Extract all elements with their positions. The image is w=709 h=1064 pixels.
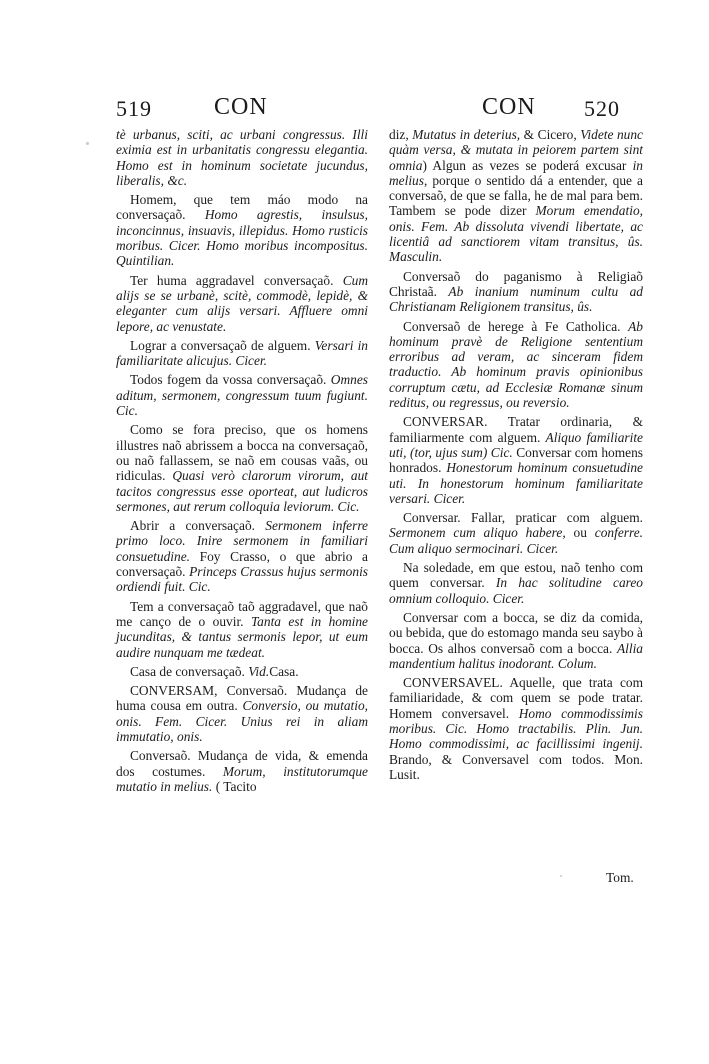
latin-text: Sermonem cum aliquo habere, [389, 525, 566, 541]
left-text-column [116, 127, 368, 798]
latin-text: Honestorum hominum consuetudine uti. In honestorum hominum familiaritate versari. Cicer. [389, 460, 643, 506]
page-header [116, 94, 620, 124]
latin-text: Versari in familiaritate alicujus. Cicer. [116, 337, 368, 369]
portuguese-text: ) Algun as vezes se poderá excusar [422, 157, 633, 173]
latin-text: Tanta est in homine jucunditas, & tantus sermonis lepor, ut eum audire nunquam me tædeat. [116, 613, 369, 660]
portuguese-text: Homem, que tem máo modo na conversaçaõ. [116, 192, 368, 223]
paragraph [389, 560, 643, 606]
portuguese-text: ( Tacito [212, 778, 257, 794]
paragraph [389, 319, 643, 411]
latin-text: Videte nunc quàm versa, & mutata in peiorem partem sint omnia [389, 127, 643, 173]
latin-text: Morum, institutorumque mutatio in melius. [116, 763, 368, 794]
paragraph [116, 518, 368, 594]
latin-text: Cum alijs se se urbanè, scitè, commodè, lepidè, & eleganter cum alijs versari. Affluere omni lepore, ac venustate. [116, 272, 368, 334]
portuguese-text: Lograr a conversaçaõ de alguem. [130, 337, 315, 353]
paragraph [116, 683, 368, 744]
paper-speck [560, 875, 562, 877]
paragraph [116, 422, 368, 514]
latin-text: Ab hominum pravè de Religione sententium erroribus ad veram, ac sinceram fidem traductio. Ab hominum pravis opinionibus corruptum cætu, ad Ecclesiæ Romanæ sinum reditus, ou regressus, ou reversio. [389, 318, 643, 411]
paragraph [389, 269, 643, 315]
paragraph [116, 338, 368, 369]
portuguese-text: , porque o sentido dá a entender, que a conversaõ, de que se falla, he de mal para bem. Tambem se pode dizer [389, 172, 643, 219]
paragraph [389, 610, 643, 671]
portuguese-text: Todos fogem da vossa conversaçaõ. [130, 372, 331, 388]
latin-text: conferre. Cum aliquo sermocinari. Cicer. [389, 525, 643, 556]
paragraph [116, 127, 368, 188]
paper-speck [86, 142, 89, 145]
portuguese-text: Conversaõ do paganismo à Religiaõ Christaã. [389, 268, 643, 299]
paragraph [116, 748, 368, 794]
portuguese-text: Como se fora preciso, que os homens illustres naõ abrissem a bocca na conversaçaõ, ou naõ fallassem, se naõ em cousas vaãs, ou ridiculas. [116, 422, 368, 484]
paragraph [389, 675, 643, 782]
latin-text: Ab inanium numinum cultu ad Christianam Religionem transitus, ûs. [389, 283, 643, 315]
portuguese-text: Casa. [269, 663, 299, 679]
portuguese-text: Brando, & Conversavel com todos. Mon. Lusit. [389, 751, 643, 782]
latin-text: Conversio, ou mutatio, onis. Fem. Cicer. Unius rei in aliam immutatio, onis. [116, 698, 368, 744]
portuguese-text: Conversaõ de herege à Fe Catholica. [403, 318, 629, 334]
latin-text: Vid. [248, 663, 270, 679]
latin-text: In hac solitudine careo omnium colloquio. Cicer. [389, 575, 643, 606]
latin-text: Morum emendatio, onis. Fem. Ab dissoluta vivendi libertate, ac licentiâ ad sanctiorem vitam transitus, ûs. Masculin. [389, 203, 643, 265]
paragraph [389, 414, 643, 506]
portuguese-text: diz, [389, 127, 413, 142]
paragraph [389, 510, 643, 556]
latin-text: Sermonem inferre primo loco. Inire sermonem in familiari consuetudine. [116, 518, 368, 564]
portuguese-text: ou [565, 525, 595, 541]
right-text-column [389, 127, 643, 786]
portuguese-text: CONVERSAVEL. Aquelle, que trata com familiaridade, & com quem se pode tratar. Homem conversavel. [389, 675, 643, 721]
left-page-number: 519 [116, 96, 152, 121]
paragraph [116, 599, 368, 660]
paragraph [389, 127, 643, 265]
catchword: Tom. [606, 870, 634, 885]
portuguese-text: Conversar com a bocca, se diz da comida, ou bebida, que do estomago manda seu saybo à bocca. Os alhos conversaõ com a bocca. [389, 609, 643, 656]
latin-text: Princeps Crassus hujus sermonis ordiendi fuit. Cic. [116, 564, 368, 595]
portuguese-text: CONVERSAR. Tratar ordinaria, & familiarmente com alguem. [389, 414, 643, 445]
paragraph [116, 273, 368, 334]
portuguese-text: Ter huma aggradavel conversaçaõ. [130, 272, 343, 288]
portuguese-text: Tem a conversaçaõ taõ aggradavel, que naõ me canço de o ouvir. [116, 598, 368, 629]
latin-text: Homo commodissimis moribus. Cic. Homo tractabilis. Plin. Jun. Homo commodissimi, ac facillissimi ingenij. [389, 705, 643, 752]
portuguese-text: & Cicero, [520, 127, 581, 142]
latin-text: tè urbanus, sciti, ac urbani congressus. Illi eximia est in urbanitatis congressu elegantia. Homo est in hominum societate jucundus, liberalis, &c. [116, 127, 368, 188]
portuguese-text: Casa de conversaçaõ. [130, 663, 249, 679]
latin-text: Omnes aditum, sermonem, congressum tuum fugiunt. Cic. [116, 372, 368, 419]
latin-text: Mutatus in deterius, [412, 127, 521, 142]
latin-text: in melius [389, 157, 643, 188]
right-page-number: 520 [584, 96, 620, 121]
paragraph [116, 372, 368, 418]
latin-text: Homo agrestis, insulsus, inconcinnus, insuavis, illepidus. Homo rusticis moribus. Cicer. Homo moribus incompositus. Quintilian. [116, 207, 368, 269]
portuguese-text: Conversar. Fallar, praticar com alguem. [403, 510, 643, 526]
latin-text: Allia mandentium halitus inodorant. Colum. [389, 640, 643, 671]
latin-text: Aliquo familiarite uti, (tor, ujus sum) Cic. [389, 429, 643, 460]
latin-text: Quasi verò clarorum virorum, aut tacitos congressus esse oporteat, aut ludicros sermones, aut rerum colloquia leviorum. Cic. [116, 468, 368, 514]
portuguese-text: Abrir a conversaçaõ. [130, 518, 266, 534]
paragraph [116, 664, 368, 679]
portuguese-text: Foy Crasso, o que abrio a conversaçaõ. [116, 548, 368, 580]
portuguese-text: Conversar com homens honrados. [389, 444, 643, 476]
right-running-head: CON [482, 94, 536, 120]
portuguese-text: Na soledade, em que estou, naõ tenho com quem conversar. [389, 560, 643, 591]
portuguese-text: Conversaõ. Mudança de vida, & emenda dos costumes. [116, 748, 368, 779]
left-running-head: CON [214, 94, 268, 120]
portuguese-text: CONVERSAM, Conversaõ. Mudança de huma cousa em outra. [116, 683, 368, 714]
paragraph [116, 192, 368, 268]
